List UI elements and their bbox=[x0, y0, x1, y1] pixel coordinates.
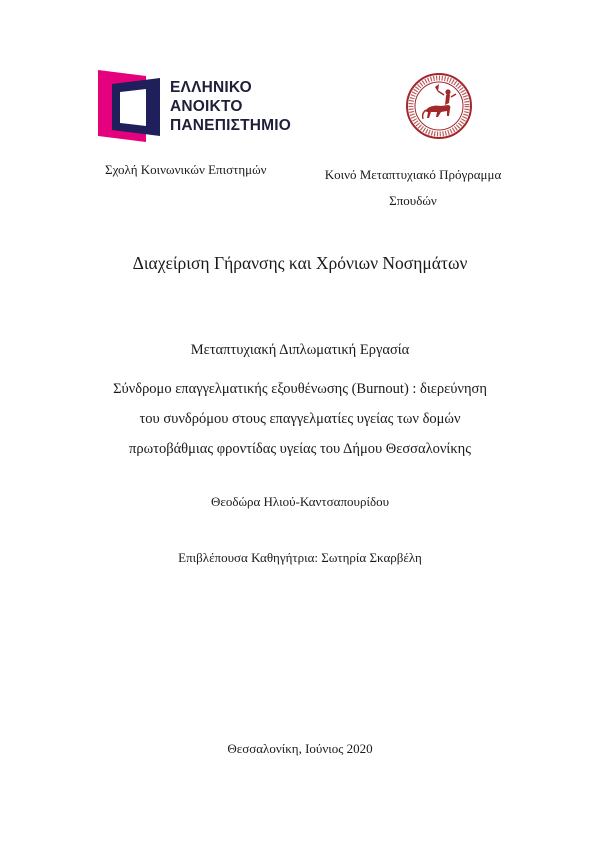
university-logo-line3: ΠΑΝΕΠΙΣΤΗΜΙΟ bbox=[170, 117, 292, 134]
thesis-title-line2: του συνδρόμου στους επαγγελματίες υγείας των δομών bbox=[139, 411, 461, 427]
university-logo-text bbox=[170, 78, 291, 135]
centaur-seal-icon bbox=[405, 72, 473, 140]
program-name-line1: Κοινό Μεταπτυχιακό Πρόγραμμα bbox=[324, 167, 502, 182]
course-title: Διαχείριση Γήρανσης και Χρόνιων Νοσημάτων bbox=[132, 253, 468, 273]
thesis-title-line1: Σύνδρομο επαγγελματικής εξουθένωσης (Burnout) : διερεύνηση bbox=[113, 381, 487, 397]
partner-university-seal bbox=[405, 72, 473, 140]
place-date: Θεσσαλονίκη, Ιούνιος 2020 bbox=[227, 741, 373, 756]
university-logo-line2: ΑΝΟΙΚΤΟ bbox=[170, 98, 243, 115]
school-name: Σχολή Κοινωνικών Επιστημών bbox=[105, 162, 267, 177]
thesis-type: Μεταπτυχιακή Διπλωματική Εργασία bbox=[190, 342, 410, 358]
program-name bbox=[318, 162, 508, 214]
author-name: Θεοδώρα Ηλιού-Καντσαπουρίδου bbox=[210, 494, 390, 509]
university-logo bbox=[98, 70, 292, 142]
program-name-line2: Σπουδών bbox=[389, 193, 437, 208]
university-logo-mark-icon bbox=[98, 70, 168, 142]
thesis-title bbox=[110, 374, 490, 464]
university-logo-line1: ΕΛΛΗΝΙΚΟ bbox=[170, 79, 252, 96]
supervisor: Επιβλέπουσα Καθηγήτρια: Σωτηρία Σκαρβέλη bbox=[178, 550, 422, 565]
thesis-title-line3: πρωτοβάθμιας φροντίδας υγείας του Δήμου Θεσσαλονίκης bbox=[129, 441, 471, 457]
